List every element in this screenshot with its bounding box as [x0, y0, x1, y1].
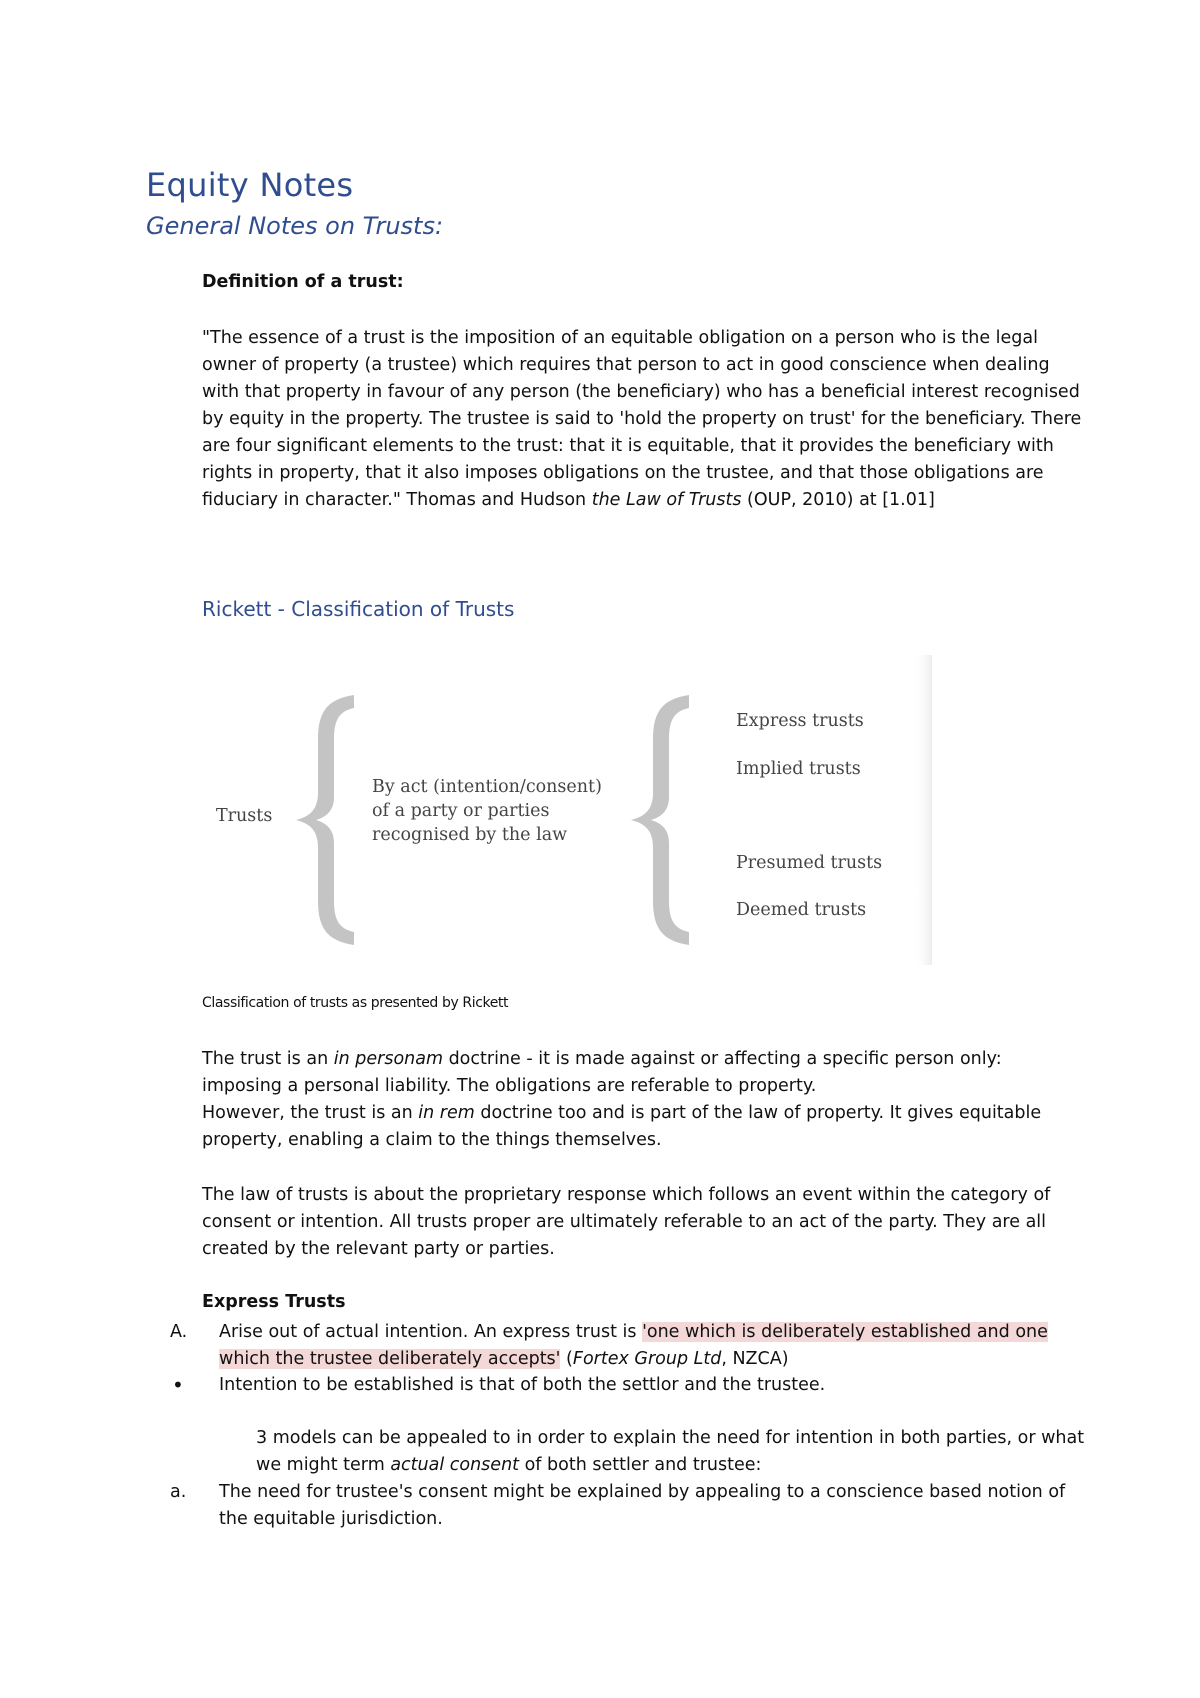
highlighted-quote: 'one which is deliberately established and one which the trustee deliberately accepts': [219, 1322, 1048, 1369]
quote-citation-title: the Law of Trusts: [591, 490, 742, 510]
quote-citation-tail: (OUP, 2010) at [1.01]: [741, 490, 935, 510]
list-marker-sub-a: a.: [170, 1482, 187, 1502]
diagram-leaf-express: Express trusts: [736, 711, 864, 731]
personam-paragraph: [202, 1046, 1082, 1154]
rem-text-b: doctrine too and is part of the law of property. It gives equitable property, enabling a claim to the things themselves.: [202, 1103, 1042, 1150]
models-text-a: 3 models can be appealed to in order to explain the need for intention in both parties, or what we might term: [256, 1428, 1085, 1475]
diagram-middle-line-2: of a party or parties: [372, 801, 550, 821]
item-a-tail: , NZCA): [721, 1349, 789, 1369]
sub-item-a-text: The need for trustee's consent might be explained by appealing to a conscience based notion of the equitable jurisdiction.: [219, 1482, 1066, 1529]
diagram-edge-shade: [914, 655, 932, 965]
item-a-intro: Arise out of actual intention. An express trust is: [219, 1322, 643, 1342]
item-a-paren: (: [560, 1349, 573, 1369]
law-of-trusts-paragraph: The law of trusts is about the proprietary response which follows an event within the category of consent or intention. All trusts proper are ultimately referable to an act of the party. They are all created by the relevant party or parties.: [202, 1185, 1051, 1259]
diagram-leaf-implied: Implied trusts: [736, 759, 861, 779]
diagram-leaf-deemed: Deemed trusts: [736, 900, 867, 920]
case-name: Fortex Group Ltd: [572, 1349, 722, 1369]
left-brace: [296, 695, 354, 945]
models-paragraph: [256, 1425, 1086, 1479]
personam-text-a: The trust is an: [202, 1049, 334, 1069]
diagram-middle-line-1: By act (intention/consent): [372, 777, 602, 797]
express-trusts-heading: Express Trusts: [202, 1292, 346, 1312]
diagram-leaf-presumed: Presumed trusts: [736, 853, 883, 873]
bullet-marker: •: [172, 1373, 184, 1397]
actual-consent-term: actual consent: [390, 1455, 520, 1475]
in-rem-term: in rem: [418, 1103, 475, 1123]
classification-diagram: [196, 655, 932, 965]
definition-quote: [202, 325, 1082, 514]
definition-heading: Definition of a trust:: [202, 272, 404, 292]
list-marker-a: A.: [170, 1322, 188, 1342]
diagram-caption: Classification of trusts as presented by Rickett: [202, 995, 509, 1011]
personam-line-1: [202, 1046, 1082, 1100]
models-text-b: of both settler and trustee:: [519, 1455, 762, 1475]
diagram-root-label: Trusts: [216, 806, 273, 826]
bullet-text: Intention to be established is that of both the settlor and the trustee.: [219, 1375, 826, 1395]
document-subtitle: General Notes on Trusts:: [146, 212, 444, 240]
personam-line-2: [202, 1100, 1082, 1154]
classification-heading: Rickett - Classification of Trusts: [202, 597, 515, 621]
personam-text-b: doctrine - it is made against or affecting a specific person only: imposing a personal liability. The obligations are referable to property.: [202, 1049, 1002, 1096]
in-personam-term: in personam: [333, 1049, 444, 1069]
quote-text: "The essence of a trust is the imposition of an equitable obligation on a person who is the legal owner of property (a trustee) which requires that person to act in good conscience when dealing with that property in favour of any person (the beneficiary) who has a beneficial interest recognised by equity in the property. The trustee is said to 'hold the property on trust' for the beneficiary. There are four significant elements to the trust: that it is equitable, that it provides the beneficiary with rights in property, that it also imposes obligations on the trustee, and that those obligations are fiduciary in character." Thomas and Hudson: [202, 328, 1082, 510]
right-brace: [631, 695, 689, 945]
diagram-middle-line-3: recognised by the law: [372, 825, 568, 845]
document-title: Equity Notes: [146, 166, 354, 204]
express-item-a-text: [219, 1319, 1089, 1373]
rem-text-a: However, the trust is an: [202, 1103, 419, 1123]
